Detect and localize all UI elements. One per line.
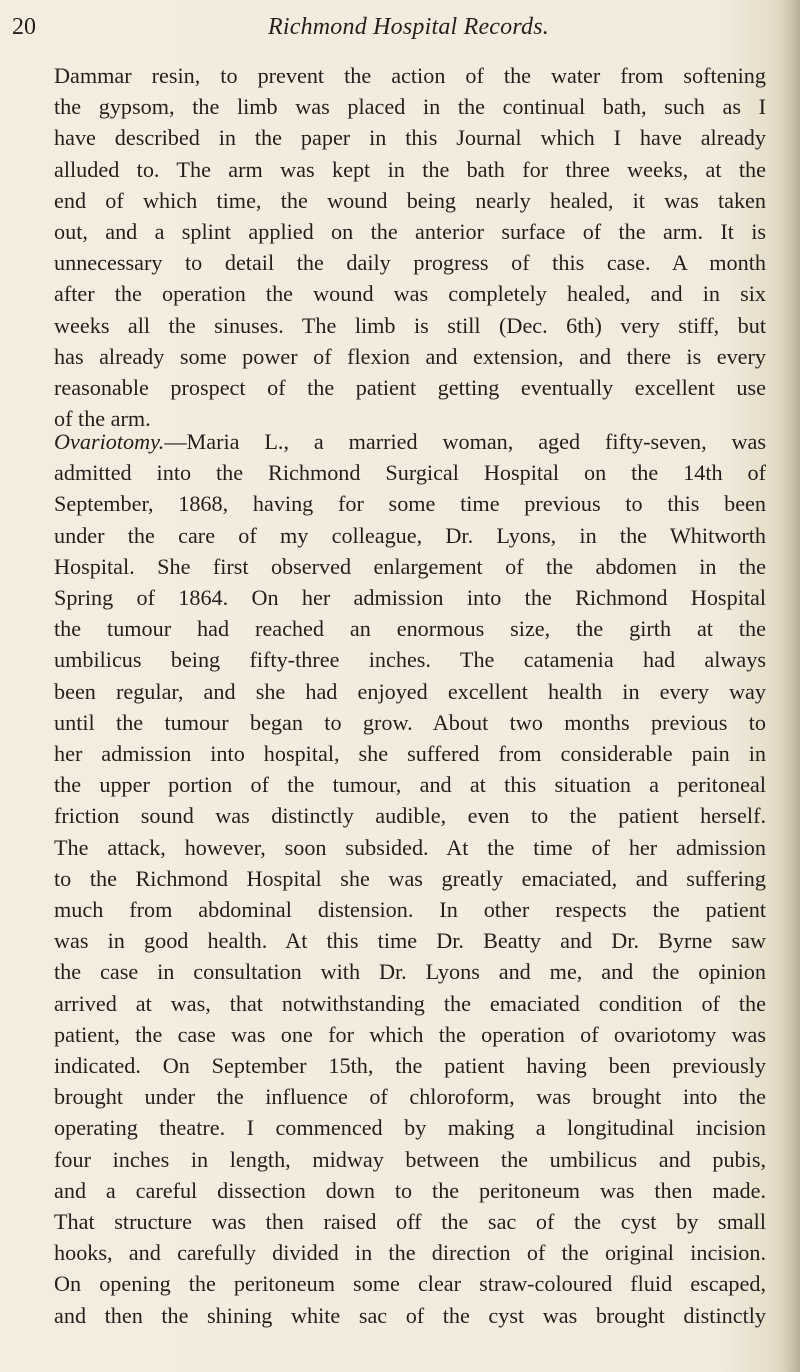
text-line: patient, the case was one for which the operation of ovariotomy was: [54, 1021, 766, 1047]
text-line: been regular, and she had enjoyed excellent health in every way: [54, 678, 766, 704]
text-line: unnecessary to detail the daily progress of this case. A month: [54, 250, 766, 276]
text-line: arrived at was, that notwithstanding the emaciated condition of the: [54, 990, 766, 1016]
text-line: That structure was then raised off the sac of the cyst by small: [54, 1209, 766, 1235]
text-line: out, and a splint applied on the anterior surface of the arm. It is: [54, 219, 766, 245]
page-number: 20: [12, 14, 36, 40]
text-line: four inches in length, midway between the umbilicus and pubis,: [54, 1146, 766, 1172]
text-line: umbilicus being fifty-three inches. The catamenia had always: [54, 647, 766, 673]
text-line: Hospital. She first observed enlargement of the abdomen in the: [54, 553, 766, 579]
running-title: Richmond Hospital Records.: [268, 14, 549, 40]
text-line: operating theatre. I commenced by making a longitudinal incision: [54, 1115, 766, 1141]
text-line: indicated. On September 15th, the patient having been previously: [54, 1053, 766, 1079]
text-line: friction sound was distinctly audible, even to the patient herself.: [54, 803, 766, 829]
text-line: her admission into hospital, she suffered from considerable pain in: [54, 741, 766, 767]
text-line-first: [54, 426, 766, 457]
text-line: of the arm.: [54, 406, 151, 432]
text-line: weeks all the sinuses. The limb is still (Dec. 6th) very stiff, but: [54, 312, 766, 338]
text-line: hooks, and carefully divided in the direction of the original incision.: [54, 1240, 766, 1266]
text-line: The attack, however, soon subsided. At the time of her admission: [54, 834, 766, 860]
text-line: Spring of 1864. On her admission into the Richmond Hospital: [54, 585, 766, 611]
text-line: September, 1868, having for some time previous to this been: [54, 491, 766, 517]
text-line: until the tumour began to grow. About two months previous to: [54, 709, 766, 735]
text-line: the upper portion of the tumour, and at this situation a peritoneal: [54, 772, 766, 798]
text-line: alluded to. The arm was kept in the bath for three weeks, at the: [54, 156, 766, 182]
text-line: the case in consultation with Dr. Lyons and me, and the opinion: [54, 959, 766, 985]
text-line: admitted into the Richmond Surgical Hospital on the 14th of: [54, 460, 766, 486]
text-line: to the Richmond Hospital she was greatly emaciated, and suffering: [54, 865, 766, 891]
text-line: much from abdominal distension. In other respects the patient: [54, 897, 766, 923]
page-header: [12, 14, 762, 46]
text-line: end of which time, the wound being nearly healed, it was taken: [54, 187, 766, 213]
text-line: reasonable prospect of the patient getting eventually excellent use: [54, 375, 766, 401]
text-line: On opening the peritoneum some clear straw-coloured fluid escaped,: [54, 1271, 766, 1297]
text-line: Dammar resin, to prevent the action of the water from softening: [54, 63, 766, 88]
paragraph-arm-case: [54, 60, 766, 434]
text-line: the gypsom, the limb was placed in the continual bath, such as I: [54, 94, 766, 120]
text-line: brought under the influence of chloroform, was brought into the: [54, 1084, 766, 1110]
text-line: have described in the paper in this Journal which I have already: [54, 125, 766, 151]
text-line: after the operation the wound was completely healed, and in six: [54, 281, 766, 307]
text-line: was in good health. At this time Dr. Beatty and Dr. Byrne saw: [54, 928, 766, 954]
text-line: the tumour had reached an enormous size, the girth at the: [54, 616, 766, 642]
page-edge-shadow: [778, 0, 800, 1372]
text-line: has already some power of flexion and extension, and there is every: [54, 343, 766, 369]
section-heading: Ovariotomy.: [54, 429, 165, 454]
text-line: and then the shining white sac of the cyst was brought distinctly: [54, 1302, 766, 1328]
text-line: under the care of my colleague, Dr. Lyons, in the Whitworth: [54, 522, 766, 548]
paragraph-ovariotomy: [54, 426, 766, 1331]
text-fragment: —Maria L., a married woman, aged fifty-seven, was: [164, 429, 766, 454]
text-line: and a careful dissection down to the peritoneum was then made.: [54, 1177, 766, 1203]
